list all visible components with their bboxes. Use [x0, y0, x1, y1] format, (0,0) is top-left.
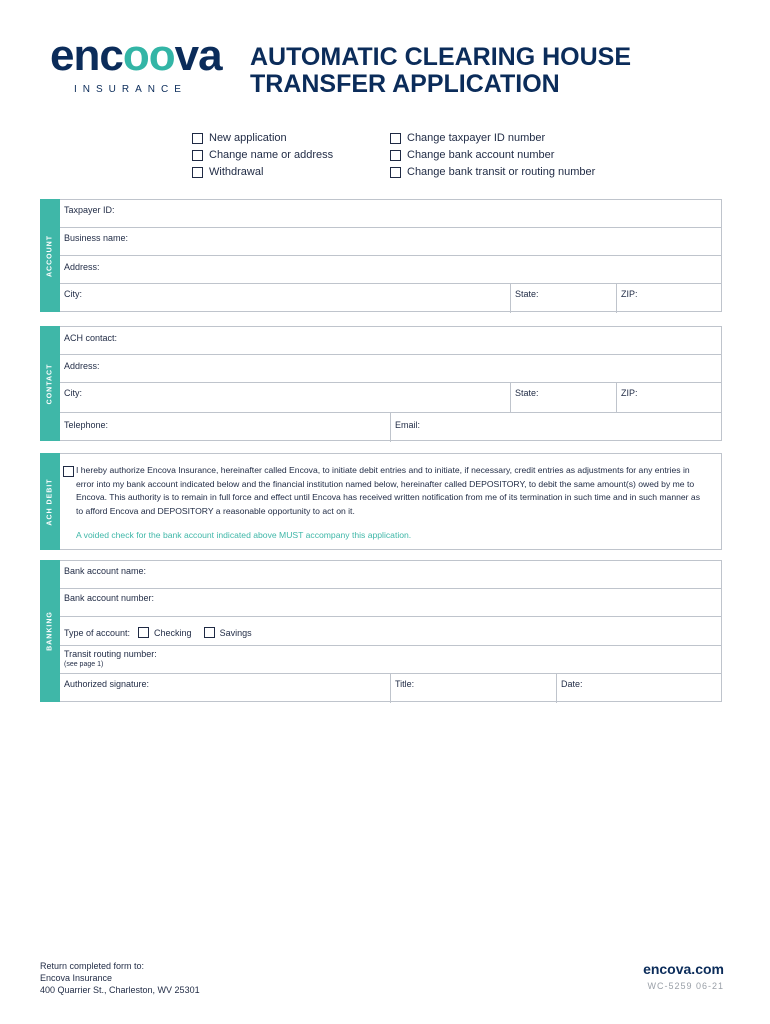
account-zip-field[interactable]: ZIP:: [621, 289, 638, 299]
option-change-name-address[interactable]: Change name or address: [192, 148, 333, 162]
option-withdrawal[interactable]: Withdrawal: [192, 165, 333, 179]
contact-state-field[interactable]: State:: [515, 388, 539, 398]
contact-side-label: CONTACT: [40, 326, 60, 441]
page-title: AUTOMATIC CLEARING HOUSE TRANSFER APPLICATION: [250, 43, 632, 98]
logo-text-a: enc: [50, 31, 123, 80]
logo-text-b: oo: [122, 31, 175, 80]
ach-contact-field[interactable]: ACH contact:: [60, 327, 721, 355]
savings-checkbox[interactable]: [204, 627, 215, 638]
encova-logo: [50, 31, 222, 80]
ach-debit-section: [60, 453, 722, 550]
checkbox[interactable]: [390, 150, 401, 161]
account-city-field[interactable]: City:: [64, 289, 82, 299]
date-field[interactable]: Date:: [561, 679, 583, 689]
banking-section: [60, 560, 722, 702]
form-number: WC-5259 06-21: [647, 981, 724, 991]
title-field[interactable]: Title:: [395, 679, 415, 689]
contact-city-field[interactable]: City:: [64, 388, 82, 398]
ach-debit-side-label: ACH DEBIT: [40, 453, 60, 550]
logo-subtitle: INSURANCE: [74, 84, 187, 95]
contact-zip-field[interactable]: ZIP:: [621, 388, 638, 398]
transit-routing-field[interactable]: Transit routing number: (see page 1): [60, 646, 721, 674]
contact-address-field[interactable]: Address:: [60, 355, 721, 383]
account-city-row: [60, 284, 721, 313]
contact-phone-row: [60, 413, 721, 442]
checkbox[interactable]: [390, 133, 401, 144]
telephone-field[interactable]: Telephone:: [64, 420, 109, 430]
checkbox[interactable]: [192, 150, 203, 161]
authorization-checkbox[interactable]: [63, 466, 74, 477]
authorized-signature-field[interactable]: Authorized signature:: [64, 679, 150, 689]
business-name-field[interactable]: Business name:: [60, 228, 721, 256]
voided-check-note: A voided check for the bank account indicated above MUST accompany this application.: [76, 530, 412, 540]
options-right: [390, 131, 595, 179]
option-change-taxpayer-id[interactable]: Change taxpayer ID number: [390, 131, 595, 145]
website-link[interactable]: encova.com: [643, 961, 724, 977]
checkbox[interactable]: [192, 133, 203, 144]
contact-section: [60, 326, 722, 441]
logo-text-c: va: [174, 31, 222, 80]
options-left: [192, 131, 333, 179]
email-field[interactable]: Email:: [395, 420, 421, 430]
savings-label: Savings: [219, 627, 252, 638]
taxpayer-id-field[interactable]: Taxpayer ID:: [60, 200, 721, 228]
account-state-field[interactable]: State:: [515, 289, 539, 299]
account-section: [60, 199, 722, 312]
option-change-routing[interactable]: Change bank transit or routing number: [390, 165, 595, 179]
contact-city-row: [60, 383, 721, 413]
authorization-text: I hereby authorize Encova Insurance, hereinafter called Encova, to initiate debit entries and to initiate, if necessary, credit entries as adjustments for any entries in error into my bank account indicated below and the financial institution named below, hereinafter called DEPOSITORY, to debit the same amount(s) owed by me to Encova. This authority is to remain in full force and effect until Encova has received written notification from me of its termination in such time and in such manner as to afford Encova and DEPOSITORY a reasonable opportunity to act on it.: [76, 464, 706, 518]
option-change-bank-account[interactable]: Change bank account number: [390, 148, 595, 162]
bank-account-name-field[interactable]: Bank account name:: [60, 561, 721, 589]
return-address: Return completed form to: Encova Insurance 400 Quarrier St., Charleston, WV 25301: [40, 961, 200, 995]
checkbox[interactable]: [390, 167, 401, 178]
checking-checkbox[interactable]: [138, 627, 149, 638]
account-type-row: Type of account: Checking Savings: [60, 617, 721, 646]
checkbox[interactable]: [192, 167, 203, 178]
signature-row: [60, 674, 721, 703]
account-side-label: ACCOUNT: [40, 199, 60, 312]
option-new-application[interactable]: New application: [192, 131, 333, 145]
account-address-field[interactable]: Address:: [60, 256, 721, 284]
bank-account-number-field[interactable]: Bank account number:: [60, 589, 721, 617]
checking-label: Checking: [154, 627, 192, 638]
banking-side-label: BANKING: [40, 560, 60, 702]
